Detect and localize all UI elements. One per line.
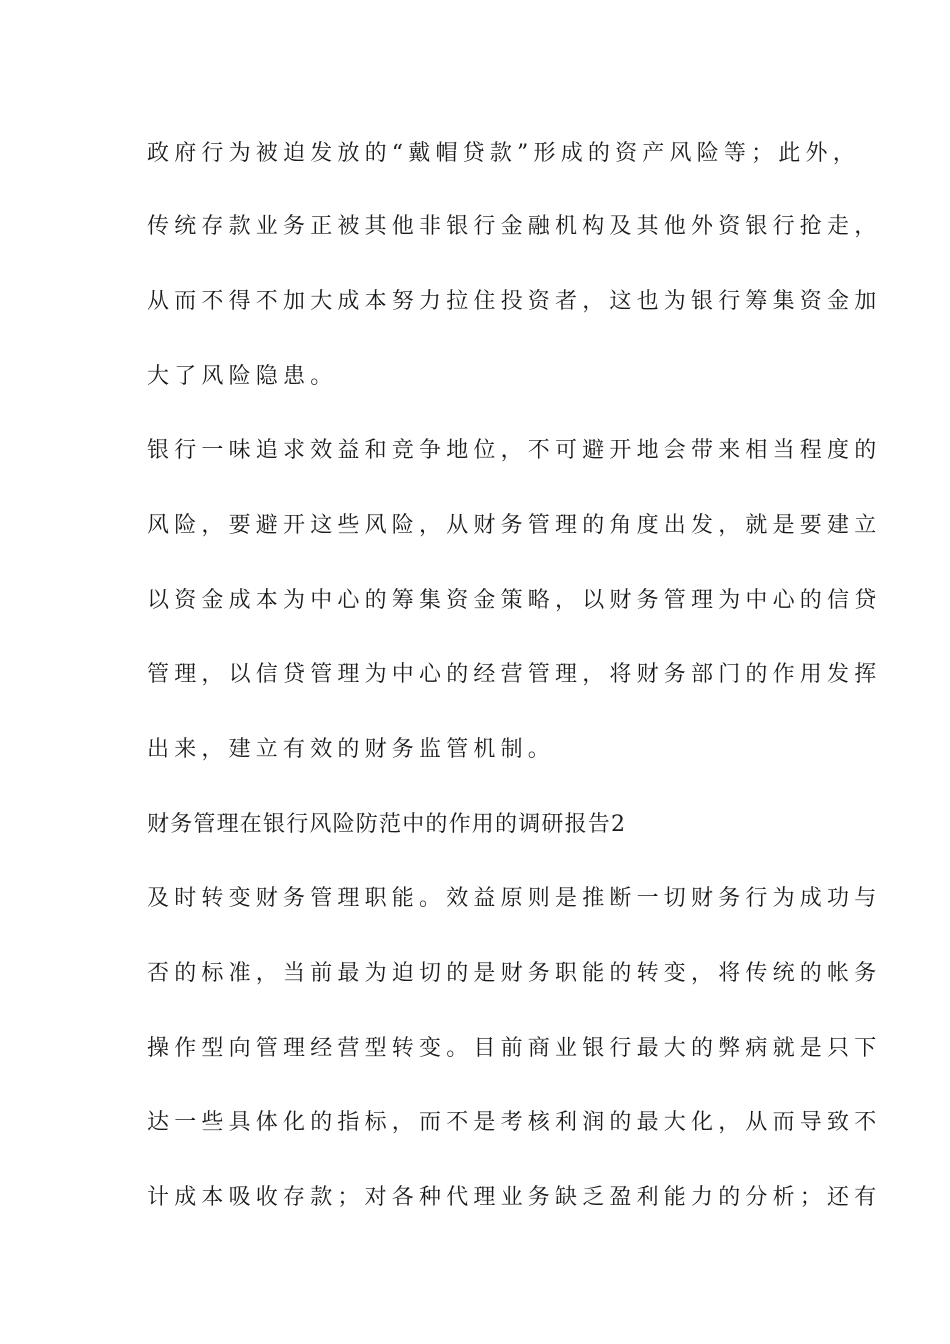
text-line: 操作型向管理经营型转变。目前商业银行最大的弊病就是只下 (147, 1036, 882, 1061)
text-line: 传统存款业务正被其他非银行金融机构及其他外资银行抢走， (147, 214, 882, 239)
text-line: 达一些具体化的指标，而不是考核利润的最大化，从而导致不 (147, 1110, 882, 1135)
text-line: 大了风险隐患。 (147, 364, 338, 389)
section-heading: 财务管理在银行风险防范中的作用的调研报告2 (147, 812, 627, 837)
text-line: 以资金成本为中心的筹集资金策略，以财务管理为中心的信贷 (147, 588, 882, 613)
text-line: 管理，以信贷管理为中心的经营管理，将财务部门的作用发挥 (147, 662, 882, 687)
text-line: 银行一味追求效益和竞争地位，不可避开地会带来相当程度的 (147, 438, 882, 463)
text-line: 风险，要避开这些风险，从财务管理的角度出发，就是要建立 (147, 513, 882, 538)
text-line: 政府行为被迫发放的“戴帽贷款”形成的资产风险等；此外， (147, 141, 860, 166)
text-line: 计成本吸收存款；对各种代理业务缺乏盈利能力的分析；还有 (147, 1185, 882, 1210)
text-line: 出来，建立有效的财务监管机制。 (147, 737, 556, 762)
text-line: 否的标准，当前最为迫切的是财务职能的转变，将传统的帐务 (147, 961, 882, 986)
text-line: 及时转变财务管理职能。效益原则是推断一切财务行为成功与 (147, 886, 882, 911)
text-line: 从而不得不加大成本努力拉住投资者，这也为银行筹集资金加 (147, 289, 882, 314)
